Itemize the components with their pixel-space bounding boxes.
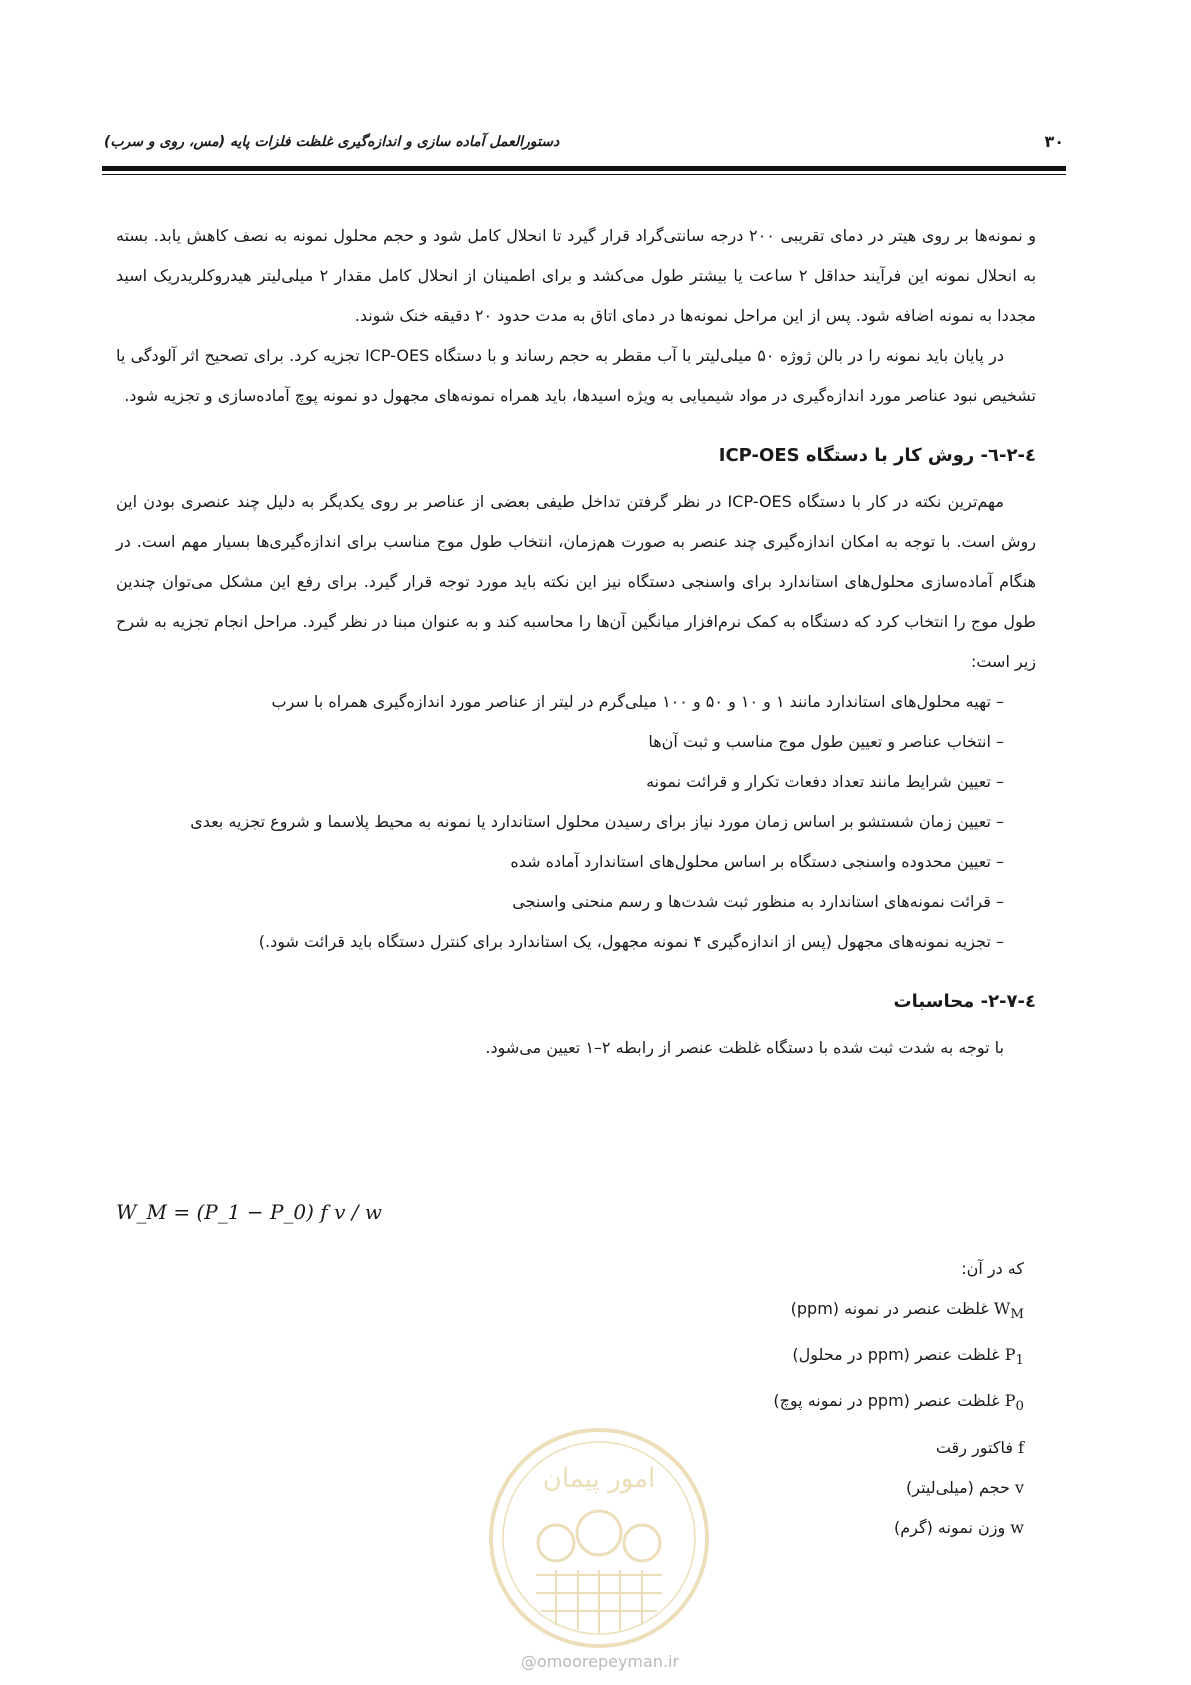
list-item: – انتخاب عناصر و تعیین طول موج مناسب و ثبت آن‌ها [648,732,1004,751]
header-rule-thin [102,174,1066,175]
paragraph-icp-oes: مهم‌ترین نکته در کار با دستگاه ICP-OES در نظر گرفتن تداخل طیفی بعضی از عناصر بر روی یکدیگر به دلیل چند عنصری بودن این روش است. با توجه به امکان اندازه‌گیری چند عنصر به صورت هم‌زمان، انتخاب طول موج مناسب برای اندازه‌گیری‌ها بسیار مهم است. در هنگام آماده‌سازی محلول‌های استاندارد برای واسنجی دستگاه نیز این نکته باید مورد توجه قرار گیرد. برای رفع این مشکل می‌توان چندین طول موج را انتخاب کرد که دستگاه به کمک نرم‌افزار میانگین آن‌ها را محاسبه کند و به عنوان مبنا در نظر گیرد. مراحل انجام تجزیه به شرح زیر است: [116,492,1036,671]
variable-row: v حجم (میلی‌لیتر) [906,1477,1024,1497]
where-label: که در آن: [961,1259,1024,1278]
watermark-url: @omoorepeyman.ir [520,1652,680,1671]
calculations-lead: با توجه به شدت ثبت شده با دستگاه غلظت عنصر از رابطه ۲–۱ تعیین می‌شود. [485,1038,1004,1057]
variable-row: $W_M$ غلظت عنصر در نمونه (ppm) [790,1299,1024,1323]
paragraph-intro-1: و نمونه‌ها بر روی هیتر در دمای تقریبی ۲۰۰ درجه سانتی‌گراد قرار گیرد تا انحلال کامل شود و حجم محلول نمونه به نصف کاهش یابد. بسته به انحلال نمونه این فرآیند حداقل ۲ ساعت یا بیشتر طول می‌کشد و برای اطمینان از انحلال کامل مقدار ۲ میلی‌لیتر هیدروکلریدریک اسید مجددا به نمونه اضافه شود. پس از این مراحل نمونه‌ها در دمای اتاق به مدت حدود ۲۰ دقیقه خنک شوند. [116,226,1037,325]
header-rule-thick [102,166,1066,171]
variable-row: f فاکتور رقت [935,1437,1024,1457]
variable-row: $P_1$ غلظت عنصر (ppm در محلول) [792,1345,1024,1369]
variable-row: $P_0$ غلظت عنصر (ppm در نمونه پوچ) [773,1391,1024,1415]
seal-text: امور پیمان [542,1464,656,1494]
list-item: – قرائت نمونه‌های استاندارد به منظور ثبت شدت‌ها و رسم منحنی واسنجی [512,892,1004,911]
analysis-steps-list [116,682,1036,962]
list-item: – تعیین زمان شستشو بر اساس زمان مورد نیاز برای رسیدن محلول استاندارد یا نمونه به محیط پلاسما و شروع تجزیه بعدی [190,812,1004,831]
formula [116,1200,382,1224]
page-body [116,216,1036,1068]
variable-row: w وزن نمونه (گرم) [893,1517,1024,1537]
list-item: – تعیین محدوده واسنجی دستگاه بر اساس محلول‌های استاندارد آماده شده [510,852,1004,871]
variable-definitions [773,1249,1024,1548]
formula-text: W_M = (P_1 − P_0) f v / w [116,1200,382,1224]
page-number: ۳۰ [1044,132,1064,151]
list-item: – تهیه محلول‌های استاندارد مانند ۱ و ۱۰ و ۵۰ و ۱۰۰ میلی‌گرم در لیتر از عناصر مورد اندازه‌گیری همراه با سرب [271,692,1004,711]
section-heading-calculations: ٤-۲-۷- محاسبات [893,991,1036,1012]
section-heading-icp-oes: ٤-۲-٦- روش کار با دستگاه ICP-OES [718,445,1036,466]
page-header [104,128,1064,158]
paragraph-intro-2: در پایان باید نمونه را در بالن ژوژه ۵۰ میلی‌لیتر با آب مقطر به حجم رساند و با دستگاه ICP-OES تجزیه کرد. برای تصحیح اثر آلودگی یا تشخیص نبود عناصر مورد اندازه‌گیری در مواد شیمیایی به ویژه اسیدها، باید همراه نمونه‌های مجهول دو نمونه پوچ آماده‌سازی و تجزیه شود. [116,346,1036,405]
list-item: – تجزیه نمونه‌های مجهول (پس از اندازه‌گیری ۴ نمونه مجهول، یک استاندارد برای کنترل دستگاه باید قرائت شود.) [258,932,1004,951]
seal-watermark-icon [486,1425,712,1651]
list-item: – تعیین شرایط مانند تعداد دفعات تکرار و قرائت نمونه [646,772,1004,791]
running-title: دستورالعمل آماده سازی و اندازه‌گیری غلظت فلزات پایه (مس، روی و سرب) [104,134,560,150]
